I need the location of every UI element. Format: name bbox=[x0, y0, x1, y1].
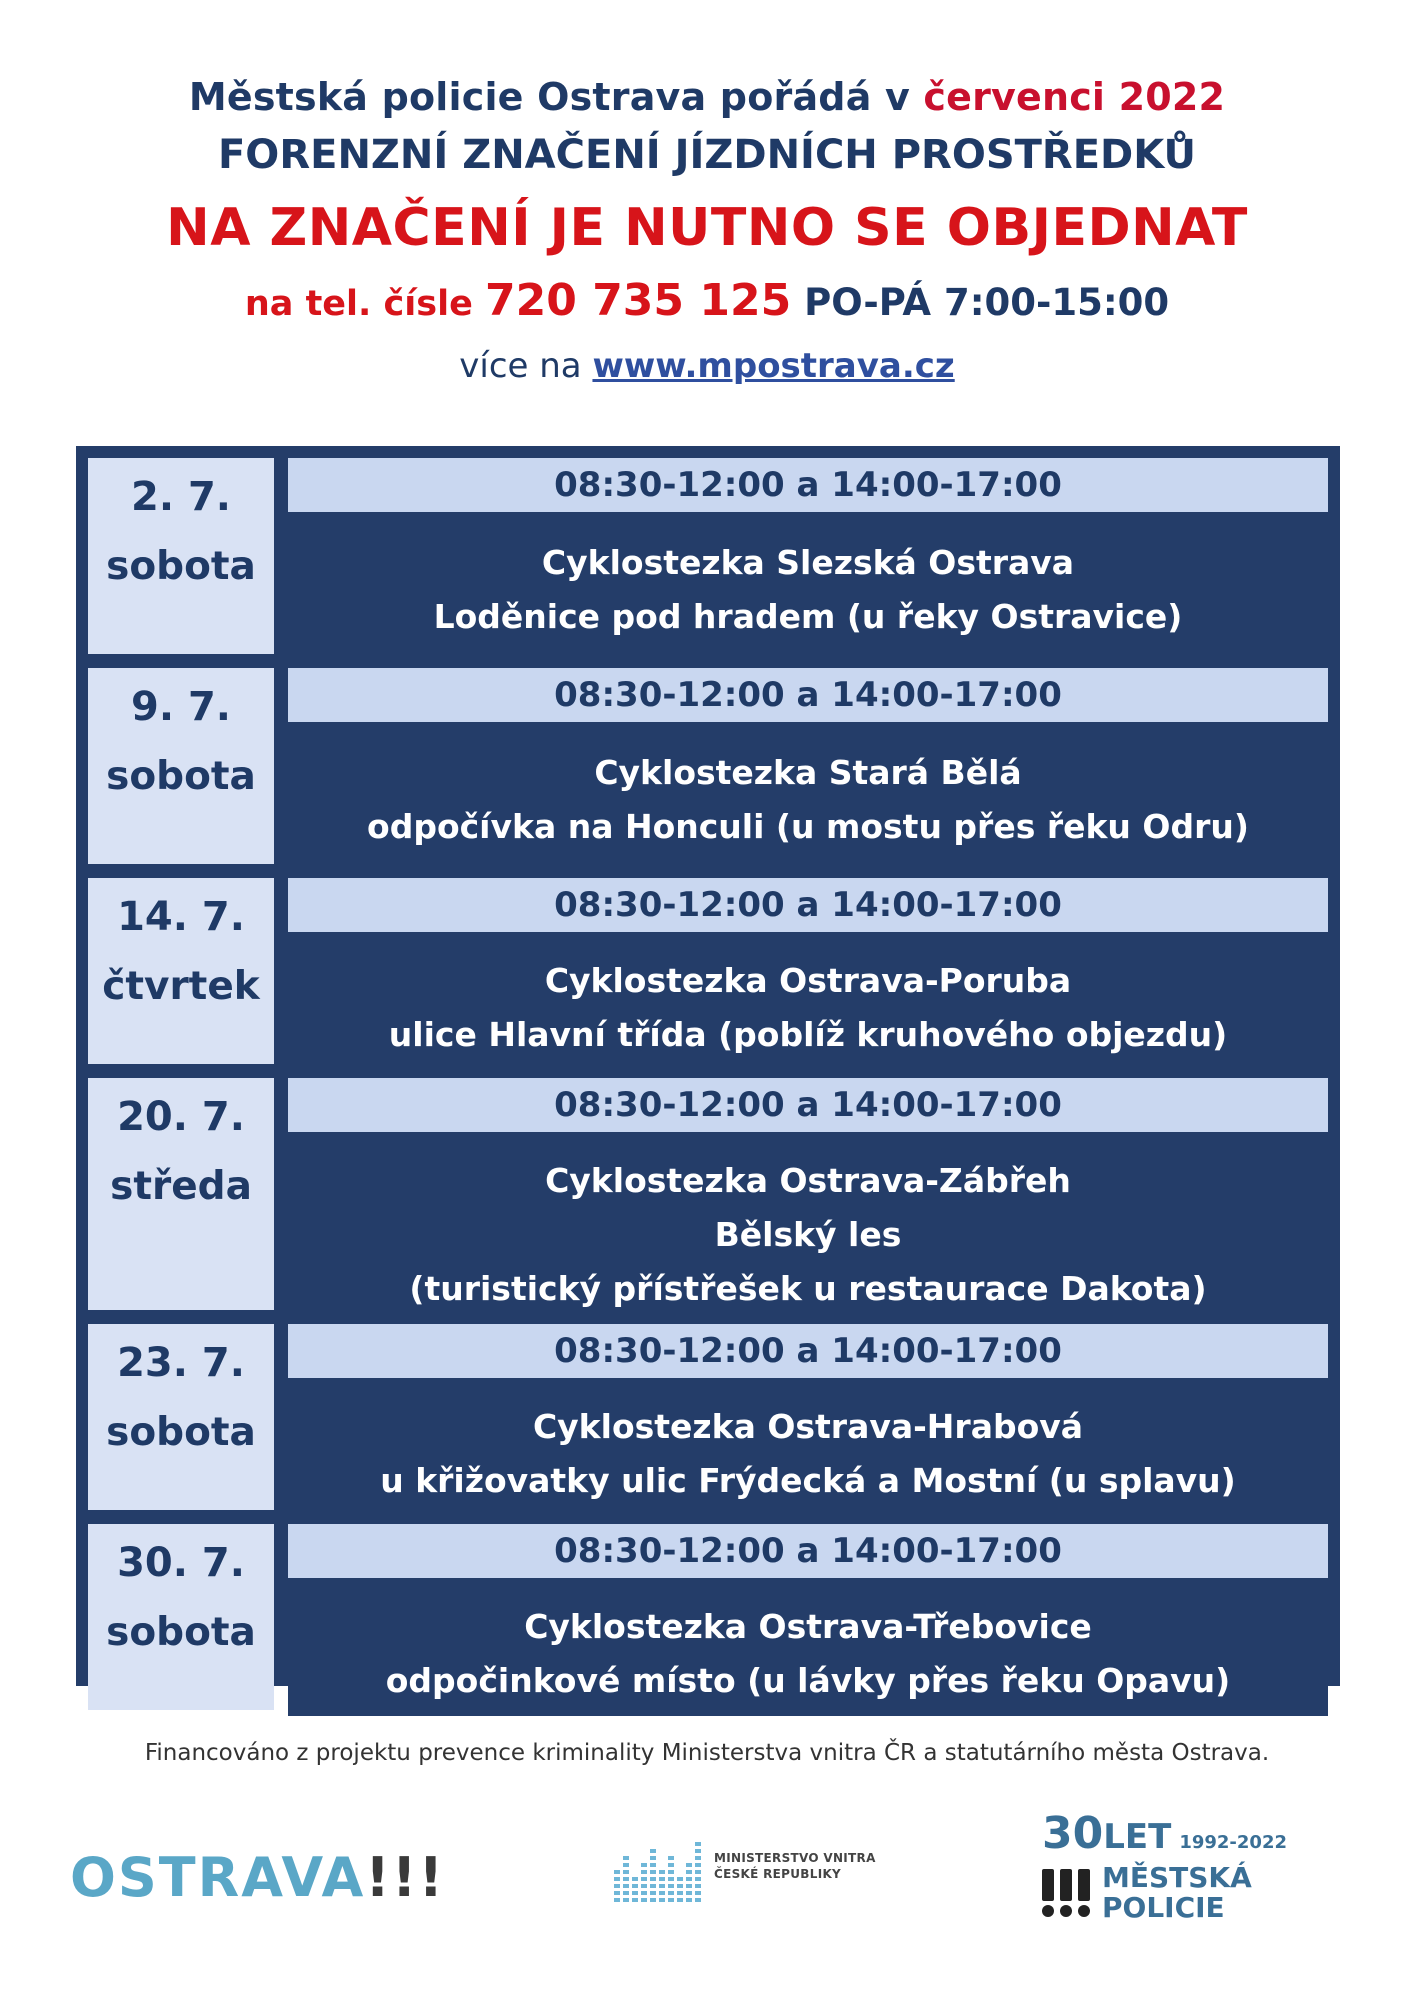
police-logo-line2: POLICIE bbox=[1102, 1891, 1225, 1924]
phone-number: 720 735 125 bbox=[485, 275, 792, 326]
location-line: Cyklostezka Ostrava-Zábřeh bbox=[545, 1161, 1071, 1200]
schedule-table bbox=[76, 446, 1340, 1700]
event-time: 08:30-12:00 a 14:00-17:00 bbox=[288, 1324, 1328, 1378]
event-date: 20. 7. bbox=[117, 1094, 245, 1140]
date-cell bbox=[88, 458, 274, 654]
website-link[interactable]: www.mpostrava.cz bbox=[592, 346, 955, 386]
ostrava-logo bbox=[70, 1846, 445, 1909]
office-hours: PO-PÁ 7:00-15:00 bbox=[791, 281, 1170, 324]
event-title: FORENZNÍ ZNAČENÍ JÍZDNÍCH PROSTŘEDKŮ bbox=[217, 132, 1197, 178]
anniversary-number: 30 bbox=[1042, 1808, 1104, 1859]
ministry-logo-line2: ČESKÉ REPUBLIKY bbox=[714, 1867, 842, 1881]
schedule-row bbox=[88, 1078, 1328, 1310]
event-location bbox=[288, 512, 1328, 654]
location-line: Cyklostezka Slezská Ostrava bbox=[541, 543, 1075, 582]
event-location bbox=[288, 722, 1328, 864]
month-highlight: červenci 2022 bbox=[923, 75, 1226, 119]
event-weekday: sobota bbox=[106, 754, 256, 799]
website-line bbox=[0, 341, 1414, 391]
date-cell bbox=[88, 668, 274, 864]
location-line: (turistický přístřešek u restaurace Dakota) bbox=[409, 1269, 1207, 1308]
date-cell bbox=[88, 1324, 274, 1510]
event-weekday: středa bbox=[110, 1164, 252, 1209]
location-line: odpočinkové místo (u lávky přes řeku Opavu) bbox=[385, 1661, 1231, 1700]
city-police-logo bbox=[1042, 1808, 1342, 1923]
location-line: ulice Hlavní třída (poblíž kruhového objezdu) bbox=[388, 1015, 1228, 1054]
event-weekday: sobota bbox=[106, 1610, 256, 1655]
website-prefix: více na bbox=[459, 346, 593, 386]
funding-note: Financováno z projektu prevence kriminality Ministerstva vnitra ČR a statutárního města Ostrava. bbox=[144, 1740, 1270, 1766]
schedule-row bbox=[88, 1524, 1328, 1710]
event-location bbox=[288, 1578, 1328, 1716]
organizer-line bbox=[0, 72, 1414, 122]
anniversary-years: 1992-2022 bbox=[1179, 1832, 1287, 1853]
event-time: 08:30-12:00 a 14:00-17:00 bbox=[288, 878, 1328, 932]
schedule-row bbox=[88, 668, 1328, 864]
ostrava-logo-text: OSTRAVA bbox=[70, 1846, 366, 1909]
event-time: 08:30-12:00 a 14:00-17:00 bbox=[288, 1078, 1328, 1132]
ministry-logo bbox=[612, 1830, 876, 1902]
organizer-text: Městská policie Ostrava pořádá v bbox=[188, 75, 924, 119]
location-line: Cyklostezka Ostrava-Třebovice bbox=[524, 1607, 1092, 1646]
event-location bbox=[288, 932, 1328, 1070]
booking-notice: NA ZNAČENÍ JE NUTNO SE OBJEDNAT bbox=[166, 198, 1248, 258]
ministry-emblem-icon bbox=[612, 1830, 704, 1902]
schedule-row bbox=[88, 878, 1328, 1064]
date-cell bbox=[88, 1078, 274, 1310]
ministry-logo-line1: MINISTERSTVO VNITRA bbox=[714, 1851, 876, 1865]
event-date: 23. 7. bbox=[117, 1340, 245, 1386]
ostrava-logo-exclamations: !!! bbox=[365, 1846, 446, 1909]
event-weekday: čtvrtek bbox=[102, 964, 260, 1009]
date-cell bbox=[88, 1524, 274, 1710]
phone-prefix: na tel. čísle bbox=[244, 284, 486, 324]
location-line: odpočívka na Honculi (u mostu přes řeku Odru) bbox=[367, 807, 1249, 846]
exclamation-marks-icon bbox=[1042, 1869, 1090, 1917]
location-line: Cyklostezka Stará Bělá bbox=[594, 753, 1022, 792]
police-logo-line1: MĚSTSKÁ bbox=[1102, 1861, 1252, 1894]
poster-header bbox=[0, 72, 1414, 391]
event-weekday: sobota bbox=[106, 544, 256, 589]
event-weekday: sobota bbox=[106, 1410, 256, 1455]
location-line: Loděnice pod hradem (u řeky Ostravice) bbox=[433, 597, 1183, 636]
event-date: 30. 7. bbox=[117, 1540, 245, 1586]
location-line: Cyklostezka Ostrava-Hrabová bbox=[532, 1407, 1084, 1446]
contact-line bbox=[0, 268, 1414, 343]
date-cell bbox=[88, 878, 274, 1064]
event-time: 08:30-12:00 a 14:00-17:00 bbox=[288, 458, 1328, 512]
event-date: 14. 7. bbox=[117, 894, 245, 940]
anniversary-word: LET bbox=[1103, 1817, 1172, 1857]
location-line: Bělský les bbox=[714, 1215, 902, 1254]
event-location bbox=[288, 1378, 1328, 1516]
event-location bbox=[288, 1132, 1328, 1324]
schedule-row bbox=[88, 1324, 1328, 1510]
location-line: u křižovatky ulic Frýdecká a Mostní (u splavu) bbox=[380, 1461, 1236, 1500]
event-date: 9. 7. bbox=[131, 684, 231, 730]
event-time: 08:30-12:00 a 14:00-17:00 bbox=[288, 1524, 1328, 1578]
event-time: 08:30-12:00 a 14:00-17:00 bbox=[288, 668, 1328, 722]
event-date: 2. 7. bbox=[131, 474, 231, 520]
location-line: Cyklostezka Ostrava-Poruba bbox=[544, 961, 1072, 1000]
schedule-row bbox=[88, 458, 1328, 654]
